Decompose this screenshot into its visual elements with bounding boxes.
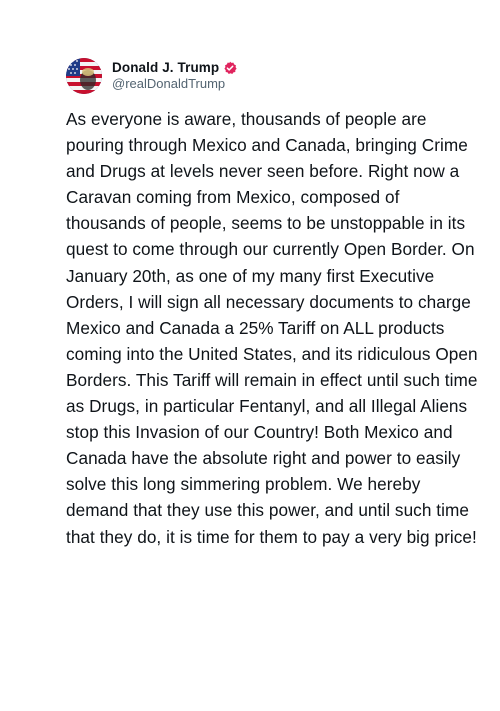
author-handle[interactable]: @realDonaldTrump	[112, 76, 226, 92]
name-row	[112, 60, 237, 76]
verified-badge-icon	[223, 61, 237, 75]
flag-avatar-icon	[66, 58, 102, 94]
post-header	[66, 56, 486, 96]
post-body-text: As everyone is aware, thousands of people are pouring through Mexico and Canada, bringing Crime and Drugs at levels never seen before. Right now a Caravan coming from Mexico, composed of thousands of people, seems to be unstoppable in its quest to come through our currently Open Border. On January 20th, as one of my many first Executive Orders, I will sign all necessary documents to charge Mexico and Canada a 25% Tariff on ALL products coming into the United States, and its ridiculous Open Borders. This Tariff will remain in effect until such time as Drugs, in particular Fentanyl, and all Illegal Aliens stop this Invasion of our Country! Both Mexico and Canada have the absolute right and power to easily solve this long simmering problem. We hereby demand that they use this power, and until such time that they do, it is time for them to pay a very big price!	[66, 109, 478, 547]
author-block	[112, 60, 237, 92]
avatar[interactable]	[66, 58, 102, 94]
author-display-name[interactable]: Donald J. Trump	[112, 59, 220, 75]
post-card	[66, 56, 486, 550]
